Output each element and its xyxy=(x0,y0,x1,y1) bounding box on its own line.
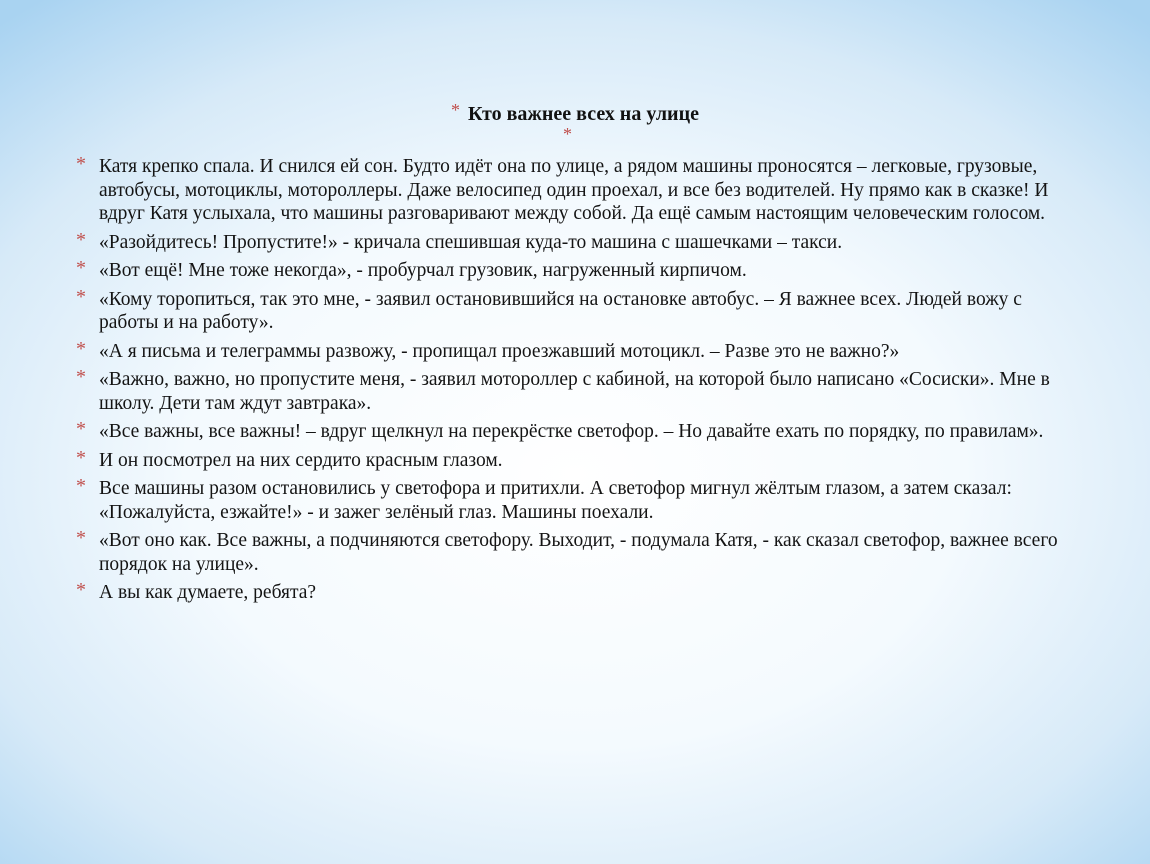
paragraph-bullet: * xyxy=(76,527,86,549)
paragraph-bullet: * xyxy=(76,579,86,601)
paragraph-bullet: * xyxy=(76,475,86,497)
story-paragraph-6 xyxy=(76,368,1086,415)
story-paragraph-10 xyxy=(76,529,1086,576)
slide-title: Кто важнее всех на улице xyxy=(468,103,699,125)
story-paragraph-2 xyxy=(76,228,1086,255)
story-paragraph-4 xyxy=(76,285,1086,335)
paragraph-text: «Важно, важно, но пропустите меня, - заявил мотороллер с кабиной, на которой было написано «Сосиски». Мне в школу. Дети там ждут завтрака». xyxy=(99,369,1050,414)
empty-bullet: * xyxy=(563,124,572,144)
story-text-list xyxy=(76,155,1086,610)
paragraph-text: «Вот оно как. Все важны, а подчиняются светофору. Выходит, - подумала Катя, - как сказал светофор, важнее всего порядок на улице». xyxy=(99,530,1058,575)
story-paragraph-7 xyxy=(76,420,1086,444)
paragraph-bullet: * xyxy=(76,366,86,388)
paragraph-text: А вы как думаете, ребята? xyxy=(99,582,317,603)
story-paragraph-8 xyxy=(76,446,1086,473)
paragraph-text: И он посмотрел на них сердито красным глазом. xyxy=(99,449,503,471)
story-paragraph-3 xyxy=(76,259,1086,283)
story-paragraph-1 xyxy=(76,155,1086,226)
paragraph-bullet: * xyxy=(76,446,86,469)
paragraph-text: «А я письма и телеграммы развожу, - пропищал проезжавший мотоцикл. – Разве это не важно?» xyxy=(99,340,900,362)
paragraph-bullet: * xyxy=(76,257,86,279)
story-paragraph-11 xyxy=(76,581,1086,605)
paragraph-bullet: * xyxy=(76,228,86,251)
story-paragraph-5 xyxy=(76,337,1086,364)
paragraph-bullet: * xyxy=(76,337,86,360)
paragraph-text: Катя крепко спала. И снился ей сон. Будто идёт она по улице, а рядом машины проносятся – легковые, грузовые, автобусы, мотоциклы, мотороллеры. Даже велосипед один проехал, и все без водителей. Ну прямо как в сказке! И вдруг Катя услыхала, что машины разговаривают между собой. Да ещё самым настоящим человеческим голосом. xyxy=(99,156,1049,224)
paragraph-text: «Вот ещё! Мне тоже некогда», - пробурчал грузовик, нагруженный кирпичом. xyxy=(99,260,747,281)
paragraph-bullet: * xyxy=(76,418,86,440)
slide-title-row xyxy=(0,100,1150,126)
paragraph-text: «Кому торопиться, так это мне, - заявил остановившийся на остановке автобус. – Я важнее всех. Людей вожу с работы и на работу». xyxy=(99,288,1022,333)
paragraph-bullet: * xyxy=(76,285,86,308)
paragraph-bullet: * xyxy=(76,153,86,175)
paragraph-text: Все машины разом остановились у светофора и притихли. А светофор мигнул жёлтым глазом, а затем сказал: «Пожалуйста, езжайте!» - и зажег зелёный глаз. Машины поехали. xyxy=(99,478,1012,523)
title-bullet: * xyxy=(451,100,461,120)
paragraph-text: «Разойдитесь! Пропустите!» - кричала спешившая куда-то машина с шашечками – такси. xyxy=(99,231,843,253)
paragraph-text: «Все важны, все важны! – вдруг щелкнул на перекрёстке светофор. – Но давайте ехать по порядку, по правилам». xyxy=(99,421,1044,442)
story-paragraph-9 xyxy=(76,477,1086,524)
